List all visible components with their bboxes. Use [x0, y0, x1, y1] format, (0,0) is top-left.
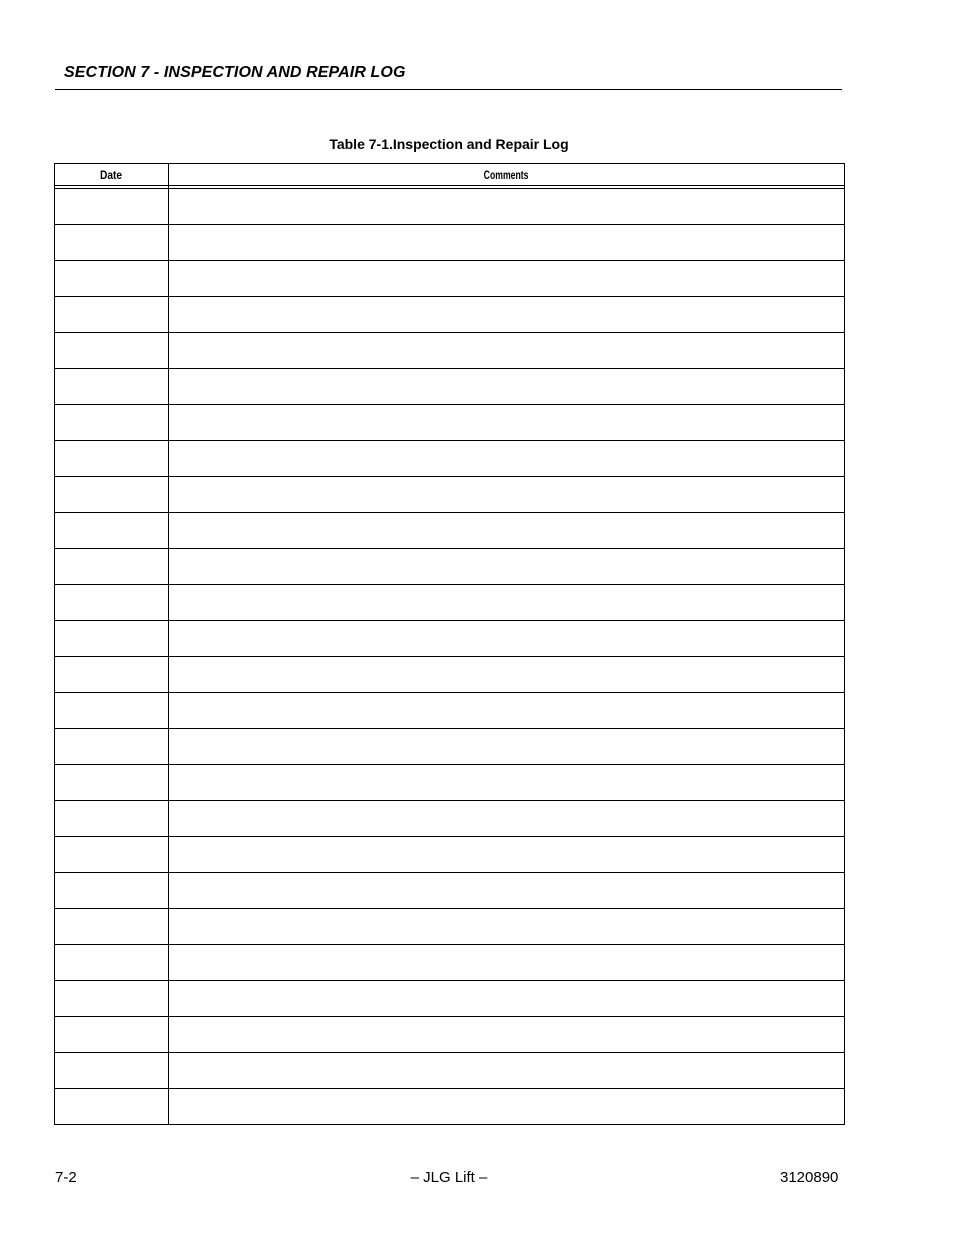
- date-cell: [55, 621, 169, 656]
- table-row: [55, 261, 844, 297]
- footer-page-number: 7-2: [55, 1169, 77, 1186]
- table-row: [55, 441, 844, 477]
- date-cell: [55, 765, 169, 800]
- date-cell: [55, 261, 169, 296]
- table-row: [55, 837, 844, 873]
- table-row: [55, 189, 844, 225]
- footer-doc-number: 3120890: [780, 1169, 839, 1186]
- table-row: [55, 1053, 844, 1089]
- comments-cell: [169, 801, 844, 836]
- table-row: [55, 693, 844, 729]
- comments-cell: [169, 333, 844, 368]
- table-row: [55, 729, 844, 765]
- table-row: [55, 369, 844, 405]
- spacer-date-cell: [55, 186, 169, 188]
- comments-cell: [169, 585, 844, 620]
- header-rule: [55, 89, 842, 90]
- comments-cell: [169, 405, 844, 440]
- comments-cell: [169, 225, 844, 260]
- comments-cell: [169, 189, 844, 224]
- date-cell: [55, 729, 169, 764]
- table-row: [55, 333, 844, 369]
- date-cell: [55, 189, 169, 224]
- comments-cell: [169, 657, 844, 692]
- table-caption: Table 7-1.Inspection and Repair Log: [329, 136, 569, 152]
- comments-cell: [169, 477, 844, 512]
- comments-cell: [169, 369, 844, 404]
- comments-cell: [169, 765, 844, 800]
- table-row: [55, 981, 844, 1017]
- spacer-comments-cell: [169, 186, 844, 188]
- comments-cell: [169, 1017, 844, 1052]
- table-row: [55, 297, 844, 333]
- date-cell: [55, 693, 169, 728]
- comments-cell: [169, 1053, 844, 1088]
- date-cell: [55, 333, 169, 368]
- comments-cell: [169, 729, 844, 764]
- comments-cell: [169, 909, 844, 944]
- table-row: [55, 585, 844, 621]
- date-cell: [55, 873, 169, 908]
- comments-cell: [169, 693, 844, 728]
- comments-cell: [169, 513, 844, 548]
- date-cell: [55, 945, 169, 980]
- comments-cell: [169, 837, 844, 872]
- date-cell: [55, 549, 169, 584]
- comments-cell: [169, 1089, 844, 1124]
- inspection-log-table: [54, 163, 845, 1125]
- table-row: [55, 765, 844, 801]
- table-header-row: [55, 164, 844, 186]
- date-cell: [55, 1053, 169, 1088]
- table-row: [55, 657, 844, 693]
- comments-cell: [169, 873, 844, 908]
- date-cell: [55, 837, 169, 872]
- date-cell: [55, 225, 169, 260]
- date-cell: [55, 981, 169, 1016]
- date-cell: [55, 369, 169, 404]
- comments-cell: [169, 261, 844, 296]
- table-row: [55, 945, 844, 981]
- date-cell: [55, 477, 169, 512]
- table-row: [55, 1089, 844, 1124]
- comments-cell: [169, 549, 844, 584]
- table-row: [55, 801, 844, 837]
- date-cell: [55, 405, 169, 440]
- table-row: [55, 873, 844, 909]
- table-row: [55, 1017, 844, 1053]
- comments-cell: [169, 297, 844, 332]
- table-row: [55, 909, 844, 945]
- date-cell: [55, 513, 169, 548]
- footer-center-text: – JLG Lift –: [410, 1169, 488, 1186]
- date-cell: [55, 297, 169, 332]
- comments-cell: [169, 981, 844, 1016]
- date-cell: [55, 657, 169, 692]
- date-cell: [55, 585, 169, 620]
- table-row: [55, 225, 844, 261]
- table-row: [55, 621, 844, 657]
- date-cell: [55, 909, 169, 944]
- comments-cell: [169, 441, 844, 476]
- date-cell: [55, 801, 169, 836]
- table-row: [55, 405, 844, 441]
- table-row: [55, 549, 844, 585]
- date-cell: [55, 1017, 169, 1052]
- date-cell: [55, 1089, 169, 1124]
- comments-cell: [169, 621, 844, 656]
- date-cell: [55, 441, 169, 476]
- comments-cell: [169, 945, 844, 980]
- table-row: [55, 513, 844, 549]
- column-header-comments: Comments: [484, 168, 529, 182]
- column-header-date: Date: [55, 164, 169, 185]
- table-row: [55, 477, 844, 513]
- section-header: SECTION 7 - INSPECTION AND REPAIR LOG: [64, 64, 406, 81]
